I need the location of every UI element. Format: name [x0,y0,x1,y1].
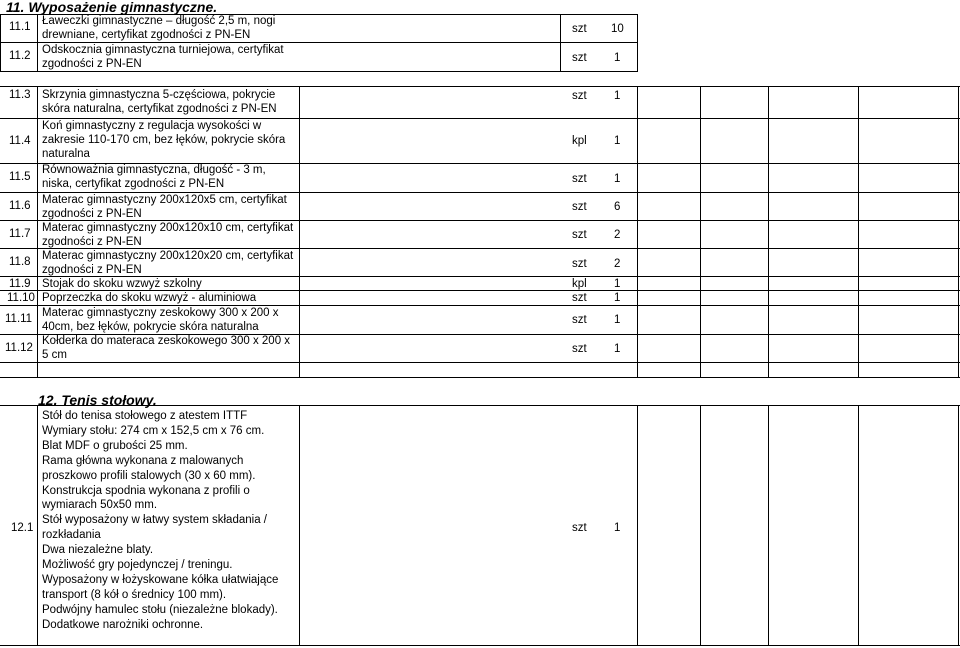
item-quantity: 1 [614,135,621,147]
item-description: Materac gimnastyczny 200x120x20 cm, certyfikat zgodności z PN-EN [42,250,294,276]
item-unit: szt [572,173,587,185]
item-unit: szt [572,23,587,35]
item-description: Odskocznia gimnastyczna turniejowa, certyfikat zgodności z PN-EN [42,44,284,70]
item-quantity: 1 [614,52,621,64]
item-unit: szt [572,52,587,64]
item-number: 11.12 [5,342,33,354]
item-quantity: 1 [614,292,621,304]
item-description: Koń gimnastyczny z regulacja wysokości w zakresie 110-170 cm, bez łęków, pokrycie skóra naturalna [42,120,286,160]
item-description: Materac gimnastyczny zeskokowy 300 x 200 x 40cm, bez łęków, pokrycie skóra naturalna [42,307,279,333]
item-description: Kołderka do materaca zeskokowego 300 x 200 x 5 cm [42,335,291,361]
item-number: 11.5 [9,171,31,183]
item-number: 11.10 [7,292,35,304]
item-unit: szt [572,314,587,326]
item-unit: szt [572,343,587,355]
item-unit: szt [572,292,587,304]
item-description: Stół do tenisa stołowego z atestem ITTF Wymiary stołu: 274 cm x 152,5 cm x 76 cm. Blat MDF o grubości 25 mm. Rama główna wykonana z malowanych proszkowo profili stalowych (30 x 60 mm). Konstrukcja spodnia wykonana z profili o wymiarach 50x50 mm. Stół wyposażony w łatwy system składania / rozkładania Dwa niezależne blaty. Możliwość gry pojedynczej / treningu. Wyposażony w łożyskowane kółka ułatwiające transport (8 kół o średnicy 100 mm). Podwójny hamulec stołu (niezależne blokady). Dodatkowe narożniki ochronne. [42,410,279,631]
item-number: 11.8 [9,256,31,268]
item-number: 11.6 [9,200,31,212]
section-title-11: 11. Wyposażenie gimnastyczne. [6,0,218,15]
item-description: Materac gimnastyczny 200x120x5 cm, certyfikat zgodności z PN-EN [42,194,287,220]
item-quantity: 2 [614,229,621,241]
item-unit: szt [572,258,587,270]
item-description: Materac gimnastyczny 200x120x10 cm, certyfikat zgodności z PN-EN [42,222,294,248]
item-number: 11.3 [9,89,31,101]
item-description: Poprzeczka do skoku wzwyż - aluminiowa [42,292,257,304]
item-unit: kpl [572,135,587,147]
section-title-12: 12. Tenis stołowy. [38,392,157,408]
item-description: Ławeczki gimnastyczne – długość 2,5 m, nogi drewniane, certyfikat zgodności z PN-EN [42,15,276,41]
item-number: 11.4 [9,135,31,147]
item-quantity: 1 [614,343,621,355]
item-number: 11.2 [9,50,31,62]
item-quantity: 1 [614,90,621,102]
item-quantity: 10 [611,23,624,35]
item-number: 11.9 [9,278,31,290]
item-unit: szt [572,229,587,241]
item-description: Stojak do skoku wzwyż szkolny [42,278,202,290]
item-number: 12.1 [11,522,34,534]
item-description: Równoważnia gimnastyczna, długość - 3 m, niska, certyfikat zgodności z PN-EN [42,164,266,190]
item-quantity: 1 [614,314,621,326]
item-unit: kpl [572,278,587,290]
item-quantity: 2 [614,258,621,270]
item-unit: szt [572,90,587,102]
item-number: 11.1 [9,21,31,33]
item-quantity: 1 [614,522,621,534]
item-number: 11.11 [5,313,33,325]
item-description: Skrzynia gimnastyczna 5-częściowa, pokrycie skóra naturalna, certyfikat zgodności z PN-EN [42,89,277,115]
item-number: 11.7 [9,228,31,240]
item-unit: szt [572,522,587,534]
item-quantity: 1 [614,278,621,290]
item-quantity: 1 [614,173,621,185]
item-unit: szt [572,201,587,213]
item-quantity: 6 [614,201,621,213]
